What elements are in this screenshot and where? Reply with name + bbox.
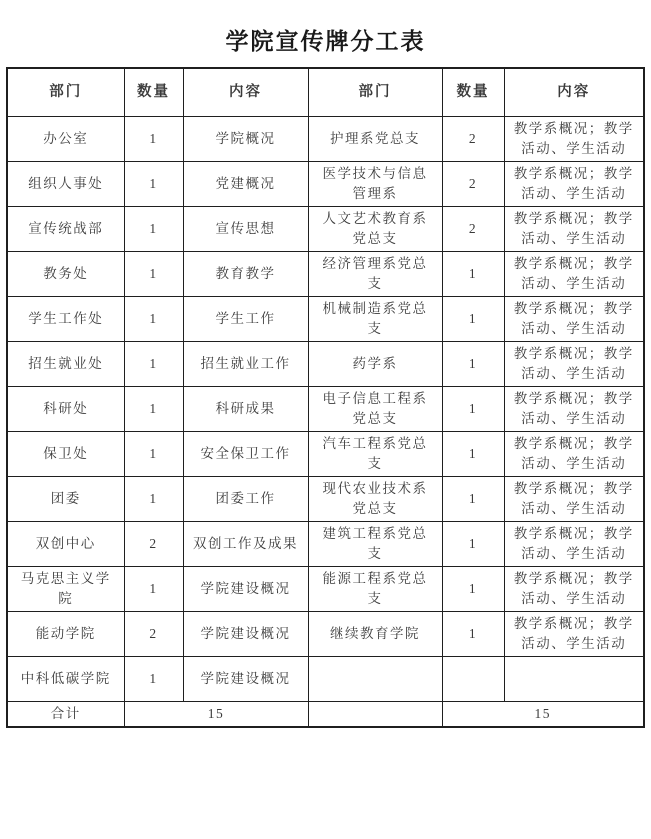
qty-cell-right: 1 — [442, 341, 504, 386]
qty-cell-left: 1 — [124, 296, 183, 341]
table-header-row — [7, 68, 644, 116]
dept-cell-right: 经济管理系党总支 — [308, 251, 442, 296]
qty-cell-right: 1 — [442, 476, 504, 521]
content-cell-left: 学院建设概况 — [183, 611, 308, 656]
dept-cell-left: 组织人事处 — [7, 161, 124, 206]
qty-cell-left: 1 — [124, 341, 183, 386]
table-row — [7, 161, 644, 206]
table-row — [7, 386, 644, 431]
content-cell-right: 教学系概况；教学活动、学生活动 — [504, 476, 644, 521]
content-cell-right: 教学系概况；教学活动、学生活动 — [504, 296, 644, 341]
dept-cell-left: 宣传统战部 — [7, 206, 124, 251]
dept-cell-left: 能动学院 — [7, 611, 124, 656]
dept-cell-left: 教务处 — [7, 251, 124, 296]
content-cell-right: 教学系概况；教学活动、学生活动 — [504, 341, 644, 386]
header-dept-left: 部门 — [7, 68, 124, 116]
page-title: 学院宣传牌分工表 — [225, 29, 426, 54]
qty-cell-right: 2 — [442, 206, 504, 251]
qty-cell-right: 1 — [442, 566, 504, 611]
table-footer-row — [7, 701, 644, 727]
content-cell-right: 教学系概况；教学活动、学生活动 — [504, 206, 644, 251]
footer-total-right: 15 — [442, 701, 644, 727]
qty-cell-left: 1 — [124, 116, 183, 161]
footer-total-left: 15 — [124, 701, 308, 727]
document-page — [0, 28, 651, 839]
qty-cell-right: 2 — [442, 161, 504, 206]
dept-cell-left: 办公室 — [7, 116, 124, 161]
table-row — [7, 251, 644, 296]
dept-cell-right: 建筑工程系党总支 — [308, 521, 442, 566]
dept-cell-right: 护理系党总支 — [308, 116, 442, 161]
qty-cell-right — [442, 656, 504, 701]
dept-cell-left: 团委 — [7, 476, 124, 521]
qty-cell-right: 1 — [442, 431, 504, 476]
dept-cell-left: 科研处 — [7, 386, 124, 431]
qty-cell-right: 1 — [442, 521, 504, 566]
dept-cell-left: 招生就业处 — [7, 341, 124, 386]
dept-cell-right: 电子信息工程系党总支 — [308, 386, 442, 431]
qty-cell-left: 1 — [124, 386, 183, 431]
table-row — [7, 296, 644, 341]
content-cell-left: 学院概况 — [183, 116, 308, 161]
content-cell-left: 安全保卫工作 — [183, 431, 308, 476]
qty-cell-right: 1 — [442, 251, 504, 296]
dept-cell-left: 保卫处 — [7, 431, 124, 476]
content-cell-right: 教学系概况；教学活动、学生活动 — [504, 161, 644, 206]
header-content-left: 内容 — [183, 68, 308, 116]
content-cell-right: 教学系概况；教学活动、学生活动 — [504, 431, 644, 476]
content-cell-left: 团委工作 — [183, 476, 308, 521]
content-cell-left: 学院建设概况 — [183, 656, 308, 701]
dept-cell-right: 汽车工程系党总支 — [308, 431, 442, 476]
header-qty-left: 数量 — [124, 68, 183, 116]
assignment-table — [6, 67, 645, 728]
content-cell-left: 双创工作及成果 — [183, 521, 308, 566]
dept-cell-right: 继续教育学院 — [308, 611, 442, 656]
qty-cell-right: 1 — [442, 296, 504, 341]
content-cell-left: 招生就业工作 — [183, 341, 308, 386]
content-cell-left: 科研成果 — [183, 386, 308, 431]
dept-cell-right: 人文艺术教育系党总支 — [308, 206, 442, 251]
header-dept-right: 部门 — [308, 68, 442, 116]
content-cell-right: 教学系概况；教学活动、学生活动 — [504, 521, 644, 566]
dept-cell-left: 学生工作处 — [7, 296, 124, 341]
table-row — [7, 521, 644, 566]
content-cell-left: 学院建设概况 — [183, 566, 308, 611]
table-row — [7, 656, 644, 701]
qty-cell-left: 1 — [124, 161, 183, 206]
dept-cell-right: 现代农业技术系党总支 — [308, 476, 442, 521]
content-cell-right: 教学系概况；教学活动、学生活动 — [504, 251, 644, 296]
dept-cell-right: 机械制造系党总支 — [308, 296, 442, 341]
qty-cell-right: 2 — [442, 116, 504, 161]
table-row — [7, 341, 644, 386]
content-cell-right — [504, 656, 644, 701]
content-cell-right: 教学系概况；教学活动、学生活动 — [504, 386, 644, 431]
dept-cell-right: 医学技术与信息管理系 — [308, 161, 442, 206]
dept-cell-right: 药学系 — [308, 341, 442, 386]
header-content-right: 内容 — [504, 68, 644, 116]
table-body — [7, 116, 644, 701]
table-row — [7, 566, 644, 611]
table-row — [7, 116, 644, 161]
table-row — [7, 431, 644, 476]
footer-empty-dept — [308, 701, 442, 727]
qty-cell-left: 2 — [124, 611, 183, 656]
qty-cell-left: 1 — [124, 656, 183, 701]
content-cell-left: 党建概况 — [183, 161, 308, 206]
qty-cell-left: 1 — [124, 206, 183, 251]
footer-total-label: 合计 — [7, 701, 124, 727]
qty-cell-right: 1 — [442, 386, 504, 431]
dept-cell-left: 中科低碳学院 — [7, 656, 124, 701]
dept-cell-left: 双创中心 — [7, 521, 124, 566]
content-cell-right: 教学系概况；教学活动、学生活动 — [504, 566, 644, 611]
table-row — [7, 611, 644, 656]
header-qty-right: 数量 — [442, 68, 504, 116]
dept-cell-right: 能源工程系党总支 — [308, 566, 442, 611]
qty-cell-left: 1 — [124, 431, 183, 476]
dept-cell-left: 马克思主义学院 — [7, 566, 124, 611]
content-cell-right: 教学系概况；教学活动、学生活动 — [504, 611, 644, 656]
qty-cell-left: 2 — [124, 521, 183, 566]
qty-cell-left: 1 — [124, 251, 183, 296]
dept-cell-right — [308, 656, 442, 701]
qty-cell-left: 1 — [124, 476, 183, 521]
table-row — [7, 206, 644, 251]
content-cell-left: 学生工作 — [183, 296, 308, 341]
qty-cell-right: 1 — [442, 611, 504, 656]
table-row — [7, 476, 644, 521]
content-cell-right: 教学系概况；教学活动、学生活动 — [504, 116, 644, 161]
content-cell-left: 教育教学 — [183, 251, 308, 296]
content-cell-left: 宣传思想 — [183, 206, 308, 251]
qty-cell-left: 1 — [124, 566, 183, 611]
